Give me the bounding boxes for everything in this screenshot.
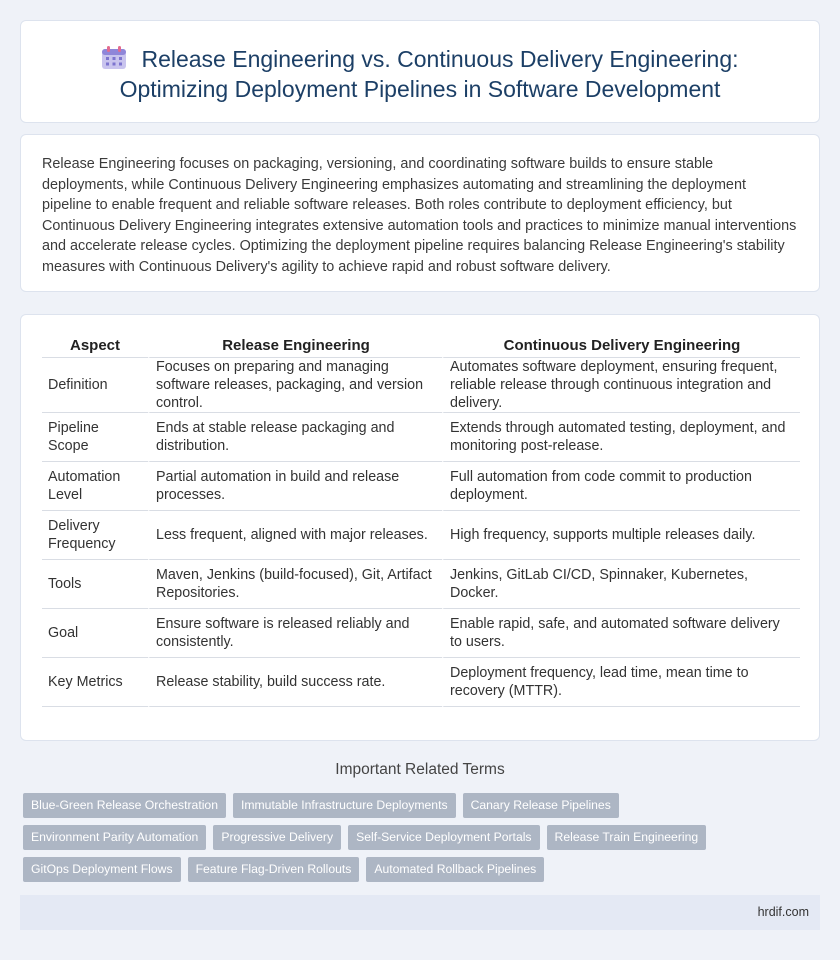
- table-row: [42, 560, 800, 609]
- related-term-tag[interactable]: GitOps Deployment Flows: [23, 857, 181, 882]
- header-aspect: Aspect: [42, 334, 148, 358]
- row-aspect: Pipeline Scope: [42, 413, 148, 462]
- title-card: [20, 20, 820, 123]
- row-aspect: Delivery Frequency: [42, 511, 148, 560]
- related-term-tag[interactable]: Feature Flag-Driven Rollouts: [188, 857, 360, 882]
- comparison-card: [20, 314, 820, 741]
- row-continuous-delivery: Deployment frequency, lead time, mean time to recovery (MTTR).: [442, 658, 800, 707]
- header-continuous-delivery: Continuous Delivery Engineering: [442, 334, 800, 358]
- related-term-tag[interactable]: Canary Release Pipelines: [463, 793, 619, 818]
- footer-site[interactable]: hrdif.com: [757, 905, 809, 919]
- table-header-row: [42, 334, 800, 358]
- row-aspect: Automation Level: [42, 462, 148, 511]
- related-term-tag[interactable]: Automated Rollback Pipelines: [366, 857, 544, 882]
- row-release-engineering: Less frequent, aligned with major releases.: [148, 511, 442, 560]
- comparison-table: [42, 334, 800, 707]
- row-release-engineering: Maven, Jenkins (build-focused), Git, Artifact Repositories.: [148, 560, 442, 609]
- row-aspect: Key Metrics: [42, 658, 148, 707]
- row-release-engineering: Ensure software is released reliably and consistently.: [148, 609, 442, 658]
- title-line-2: Optimizing Deployment Pipelines in Software Development: [119, 76, 721, 102]
- row-continuous-delivery: Extends through automated testing, deployment, and monitoring post-release.: [442, 413, 800, 462]
- title-line-1: Release Engineering vs. Continuous Delivery Engineering:: [141, 46, 739, 72]
- table-row: [42, 658, 800, 707]
- table-row: [42, 609, 800, 658]
- row-continuous-delivery: Jenkins, GitLab CI/CD, Spinnaker, Kubernetes, Docker.: [442, 560, 800, 609]
- related-terms-heading: Important Related Terms: [335, 761, 505, 778]
- row-continuous-delivery: Automates software deployment, ensuring frequent, reliable release through continuous integration and delivery.: [442, 358, 800, 413]
- related-term-tag[interactable]: Environment Parity Automation: [23, 825, 206, 850]
- page-title: [21, 44, 819, 104]
- row-aspect: Definition: [42, 358, 148, 413]
- row-release-engineering: Focuses on preparing and managing software releases, packaging, and version control.: [148, 358, 442, 413]
- row-release-engineering: Ends at stable release packaging and distribution.: [148, 413, 442, 462]
- table-row: [42, 511, 800, 560]
- row-continuous-delivery: Enable rapid, safe, and automated software delivery to users.: [442, 609, 800, 658]
- row-continuous-delivery: High frequency, supports multiple releases daily.: [442, 511, 800, 560]
- footer: [20, 895, 820, 930]
- intro-card: [20, 134, 820, 292]
- row-aspect: Goal: [42, 609, 148, 658]
- related-term-tag[interactable]: Progressive Delivery: [213, 825, 341, 850]
- calendar-icon: [101, 46, 127, 70]
- table-row: [42, 462, 800, 511]
- related-terms-list: [23, 793, 813, 889]
- row-continuous-delivery: Full automation from code commit to production deployment.: [442, 462, 800, 511]
- related-term-tag[interactable]: Release Train Engineering: [547, 825, 707, 850]
- table-row: [42, 358, 800, 413]
- table-row: [42, 413, 800, 462]
- related-term-tag[interactable]: Immutable Infrastructure Deployments: [233, 793, 456, 818]
- row-release-engineering: Partial automation in build and release processes.: [148, 462, 442, 511]
- intro-paragraph: Release Engineering focuses on packaging, versioning, and coordinating software builds to ensure stable deployments, while Continuous Delivery Engineering emphasizes automating and streamlining the deployment pipeline to enable frequent and reliable software releases. Both roles contribute to deployment efficiency, but Continuous Delivery Engineering integrates extensive automation tools and practices to minimize manual interventions and accelerate release cycles. Optimizing the deployment pipeline requires balancing Release Engineering's stability measures with Continuous Delivery's agility to achieve rapid and robust software delivery.: [42, 156, 797, 275]
- related-term-tag[interactable]: Blue-Green Release Orchestration: [23, 793, 226, 818]
- header-release-engineering: Release Engineering: [148, 334, 442, 358]
- row-release-engineering: Release stability, build success rate.: [148, 658, 442, 707]
- row-aspect: Tools: [42, 560, 148, 609]
- related-term-tag[interactable]: Self-Service Deployment Portals: [348, 825, 539, 850]
